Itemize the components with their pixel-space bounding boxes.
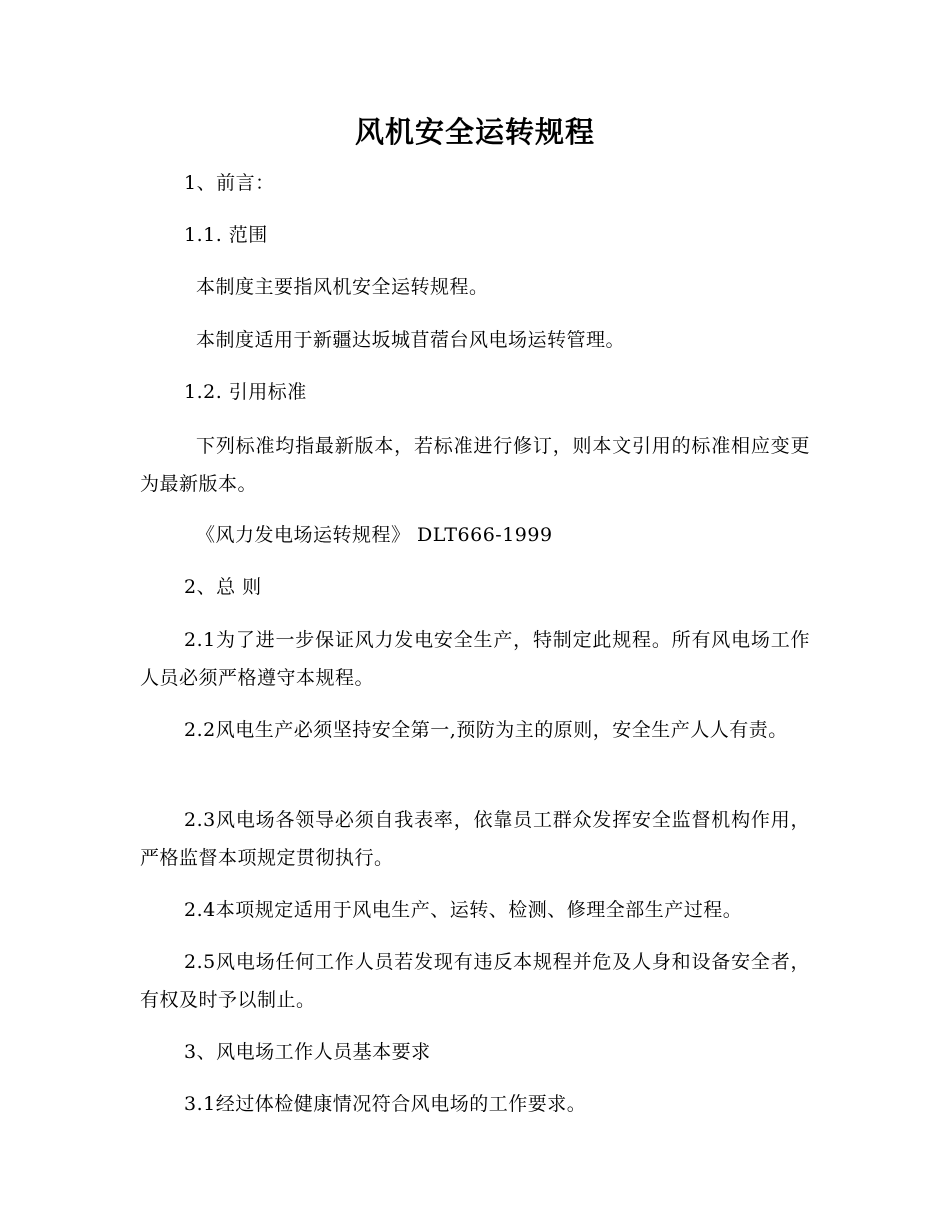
section-heading-preface: 1、前言：	[184, 172, 275, 194]
section-heading-staff-requirements: 3、风电场工作人员基本要求	[184, 1041, 431, 1063]
document-title: 风机安全运转规程	[354, 115, 595, 149]
paragraph-scope-1: 本制度主要指风机安全运转规程。	[196, 276, 489, 298]
subsection-heading-references: 1.2. 引用标准	[184, 381, 307, 403]
reference-standard: 《风力发电场运转规程》 DLT666-1999	[196, 524, 553, 546]
paragraph-2-5: 2.5风电场任何工作人员若发现有违反本规程并危及人身和设备安全者，有权及时予以制止。	[140, 951, 810, 1011]
subsection-heading-scope: 1.1. 范围	[184, 224, 268, 246]
paragraph-2-1: 2.1为了进一步保证风力发电安全生产，特制定此规程。所有风电场工作人员必须严格遵守本规程。	[140, 629, 810, 689]
paragraph-references: 下列标准均指最新版本，若标准进行修订，则本文引用的标准相应变更为最新版本。	[140, 435, 810, 495]
paragraph-3-1: 3.1经过体检健康情况符合风电场的工作要求。	[184, 1093, 587, 1115]
paragraph-2-4: 2.4本项规定适用于风电生产、运转、检测、修理全部生产过程。	[184, 899, 743, 921]
paragraph-2-2: 2.2风电生产必须坚持安全第一,预防为主的原则，安全生产人人有责。	[184, 719, 788, 741]
paragraph-2-3: 2.3风电场各领导必须自我表率，依靠员工群众发挥安全监督机构作用，严格监督本项规定贯彻执行。	[140, 809, 810, 869]
section-heading-general: 2、总 则	[184, 576, 262, 598]
paragraph-scope-2: 本制度适用于新疆达坂城苜蓿台风电场运转管理。	[196, 329, 626, 351]
